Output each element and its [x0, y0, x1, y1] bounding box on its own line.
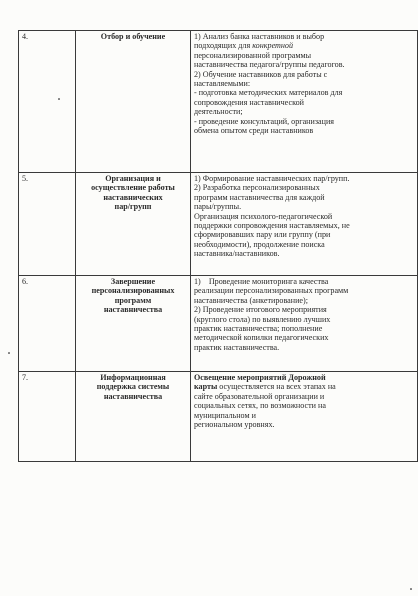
description-cell [191, 276, 418, 372]
stage-line: программ [114, 295, 152, 305]
desc-line: практик наставничества; пополнение [194, 324, 323, 334]
desc-line: Организация психолого-педагогической [194, 211, 333, 221]
desc-line: муниципальном и [194, 410, 256, 420]
desc-line: программ наставничества для каждой [194, 192, 325, 202]
desc-line: наставничества (анкетирование); [194, 295, 308, 305]
desc-line [194, 382, 414, 391]
row-number: 7. [19, 372, 76, 462]
desc-line: деятельности; [194, 107, 243, 117]
stage-line: наставничества [103, 391, 163, 401]
stage-line: пар/групп [114, 202, 152, 212]
desc-line: сайте образовательной организации и [194, 391, 325, 401]
description-cell [191, 173, 418, 276]
desc-line: методической копилки педагогических [194, 333, 329, 343]
desc-text: подходящих для [194, 41, 253, 51]
stage-cell [76, 31, 191, 173]
desc-line: 2) Разработка персонализированных [194, 183, 320, 193]
stage-line: наставнических [103, 192, 163, 202]
desc-line: - проведение консультаций, организация [194, 116, 335, 126]
row-number: 6. [19, 276, 76, 372]
desc-line: наставничества педагога/группы педагогов. [194, 60, 345, 70]
desc-line: пары/группы. [194, 202, 242, 212]
stage-line: Организация и [105, 174, 161, 183]
table-row [19, 173, 418, 276]
desc-line: необходимости), продолжение поиска [194, 239, 325, 249]
desc-line: персонализированной программы [194, 50, 312, 60]
desc-line [194, 41, 414, 50]
stage-line: персонализированных [91, 286, 175, 296]
table-row [19, 31, 418, 173]
desc-line: реализации персонализированных программ [194, 286, 349, 296]
description-cell [191, 31, 418, 173]
desc-line: обмена опытом среди наставников [194, 126, 314, 136]
desc-line: (круглого стола) по выявлению лучших [194, 314, 331, 324]
desc-line: региональном уровнях. [194, 420, 275, 430]
desc-line: 2) Проведение итогового мероприятия [194, 305, 327, 315]
desc-text: осуществляется на всех этапах на [217, 382, 336, 392]
stage-line: Информационная [100, 373, 166, 382]
desc-line: поддержки сопровождения наставляемых, не [194, 221, 350, 231]
table-row [19, 372, 418, 462]
roadmap-table [18, 30, 418, 462]
stage-line: Завершение [110, 277, 156, 286]
desc-line: сопровождения наставнической [194, 97, 304, 107]
stage-line: поддержка системы [96, 382, 170, 392]
desc-line: 1) Формирование наставнических пар/групп. [194, 174, 350, 183]
desc-line: практик наставничества. [194, 342, 280, 352]
desc-line: 2) Обучение наставников для работы с [194, 69, 328, 79]
desc-line: сформировавших пару или группу (при [194, 230, 331, 240]
desc-line: 1) Проведение мониторинга качества [194, 277, 329, 286]
description-cell [191, 372, 418, 462]
row-number: 4. [19, 31, 76, 173]
desc-emphasis: карты [194, 382, 218, 392]
stage-line: наставничества [103, 305, 163, 315]
table-row [19, 276, 418, 372]
desc-emphasis: конкретной [252, 41, 294, 51]
scan-speck [8, 352, 10, 354]
scan-speck [410, 588, 412, 590]
desc-line: - подготовка методических материалов для [194, 88, 343, 98]
desc-line: наставника/наставников. [194, 249, 280, 259]
row-number: 5. [19, 173, 76, 276]
stage-cell [76, 372, 191, 462]
stage-line: осуществление работы [91, 183, 175, 193]
stage-line: Отбор и обучение [100, 32, 166, 41]
scan-speck [58, 98, 60, 100]
stage-cell [76, 276, 191, 372]
desc-line: 1) Анализ банка наставников и выбор [194, 32, 325, 41]
desc-line: Освещение мероприятий Дорожной [194, 373, 326, 382]
desc-line: социальных сетях, по возможности на [194, 401, 326, 411]
stage-cell [76, 173, 191, 276]
desc-line: наставляемыми: [194, 79, 251, 89]
